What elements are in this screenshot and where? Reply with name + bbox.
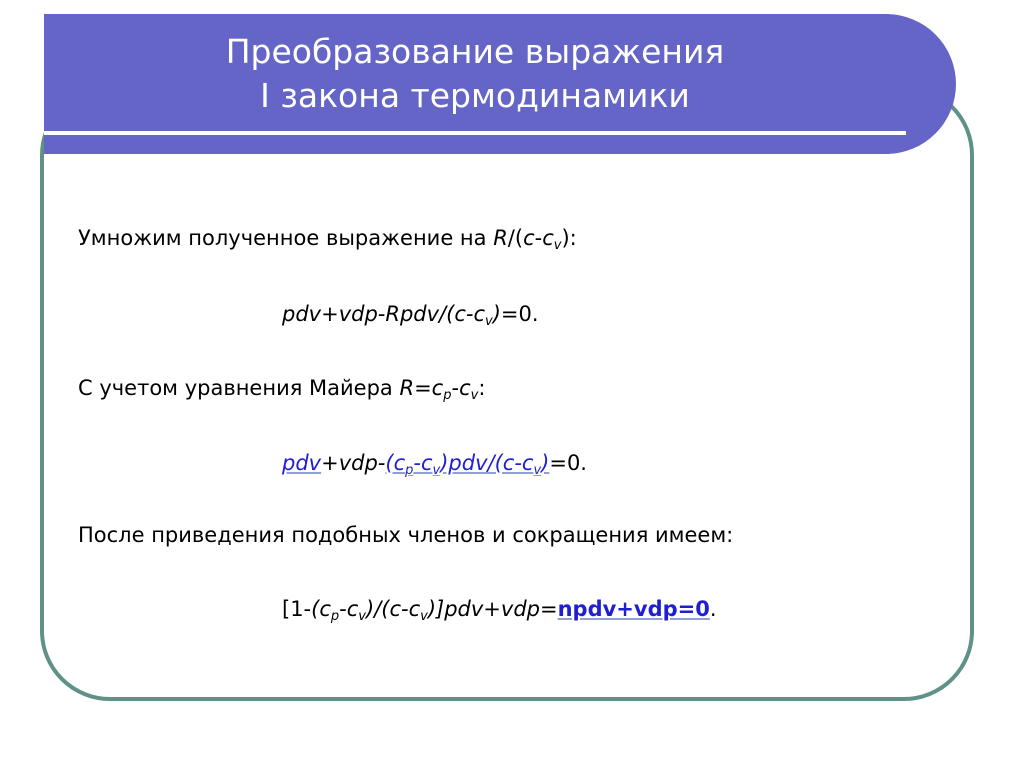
text: После приведения подобных членов и сокращения имеем:: [78, 523, 734, 547]
eq-part: )]pdv+vdp=: [427, 597, 558, 621]
text: :: [478, 376, 486, 400]
eq-part-highlight: ): [541, 451, 550, 475]
paragraph-multiply: [78, 226, 577, 253]
subscript-v: v: [533, 463, 542, 478]
title-underline: [44, 131, 906, 135]
symbol-R: R: [493, 226, 508, 250]
subscript-v: v: [420, 609, 428, 624]
eq-part-highlight: pdv: [282, 451, 322, 475]
title-line-1: Преобразование выражения: [225, 32, 725, 71]
text: Умножим полученное выражение на: [78, 226, 494, 250]
text: /(: [507, 226, 524, 250]
eq-part: pdv: [282, 302, 322, 326]
symbol-cv: c: [542, 226, 554, 250]
text: -: [451, 376, 460, 400]
paragraph-mayer: [78, 376, 486, 403]
subscript-v: v: [470, 388, 479, 403]
eq-part-highlight: npdv+vdp=0: [557, 597, 710, 621]
subscript-p: p: [330, 609, 340, 624]
symbol-cp: c: [431, 376, 444, 400]
eq-part-highlight: )pdv/(c-c: [440, 451, 534, 475]
subscript-v: v: [553, 238, 562, 253]
subscript-p: p: [443, 388, 452, 403]
eq-part: (c: [311, 597, 331, 621]
eq-part: ): [492, 302, 501, 326]
eq-part: vdp-: [338, 451, 386, 475]
equation-2: [282, 451, 587, 478]
paragraph-simplify: [78, 523, 733, 547]
symbol-c: c: [523, 226, 535, 250]
eq-part: )/(c-c: [365, 597, 421, 621]
subscript-v: v: [358, 609, 366, 624]
subscript-v: v: [485, 314, 493, 329]
symbol-cv: c: [459, 376, 471, 400]
eq-part: vdp-Rpdv/(c-c: [338, 302, 485, 326]
eq-part: .: [709, 597, 717, 621]
text: =: [414, 376, 432, 400]
equation-1: [282, 302, 539, 329]
eq-part: +: [321, 302, 339, 326]
text: -: [534, 226, 543, 250]
slide-title: [44, 30, 906, 118]
subscript-p: p: [405, 463, 414, 478]
eq-part: +: [321, 451, 339, 475]
text: С учетом уравнения Майера: [78, 376, 400, 400]
eq-part: =0.: [549, 451, 587, 475]
equation-3: [282, 597, 717, 624]
subscript-v: v: [432, 463, 441, 478]
text: ):: [561, 226, 577, 250]
eq-part: =0.: [500, 302, 539, 326]
symbol-R: R: [399, 376, 415, 400]
eq-part-highlight: (c: [385, 451, 406, 475]
eq-part-highlight: -c: [413, 451, 433, 475]
title-line-2: I закона термодинамики: [260, 76, 690, 115]
eq-part: -c: [339, 597, 359, 621]
eq-part: [1-: [282, 597, 312, 621]
